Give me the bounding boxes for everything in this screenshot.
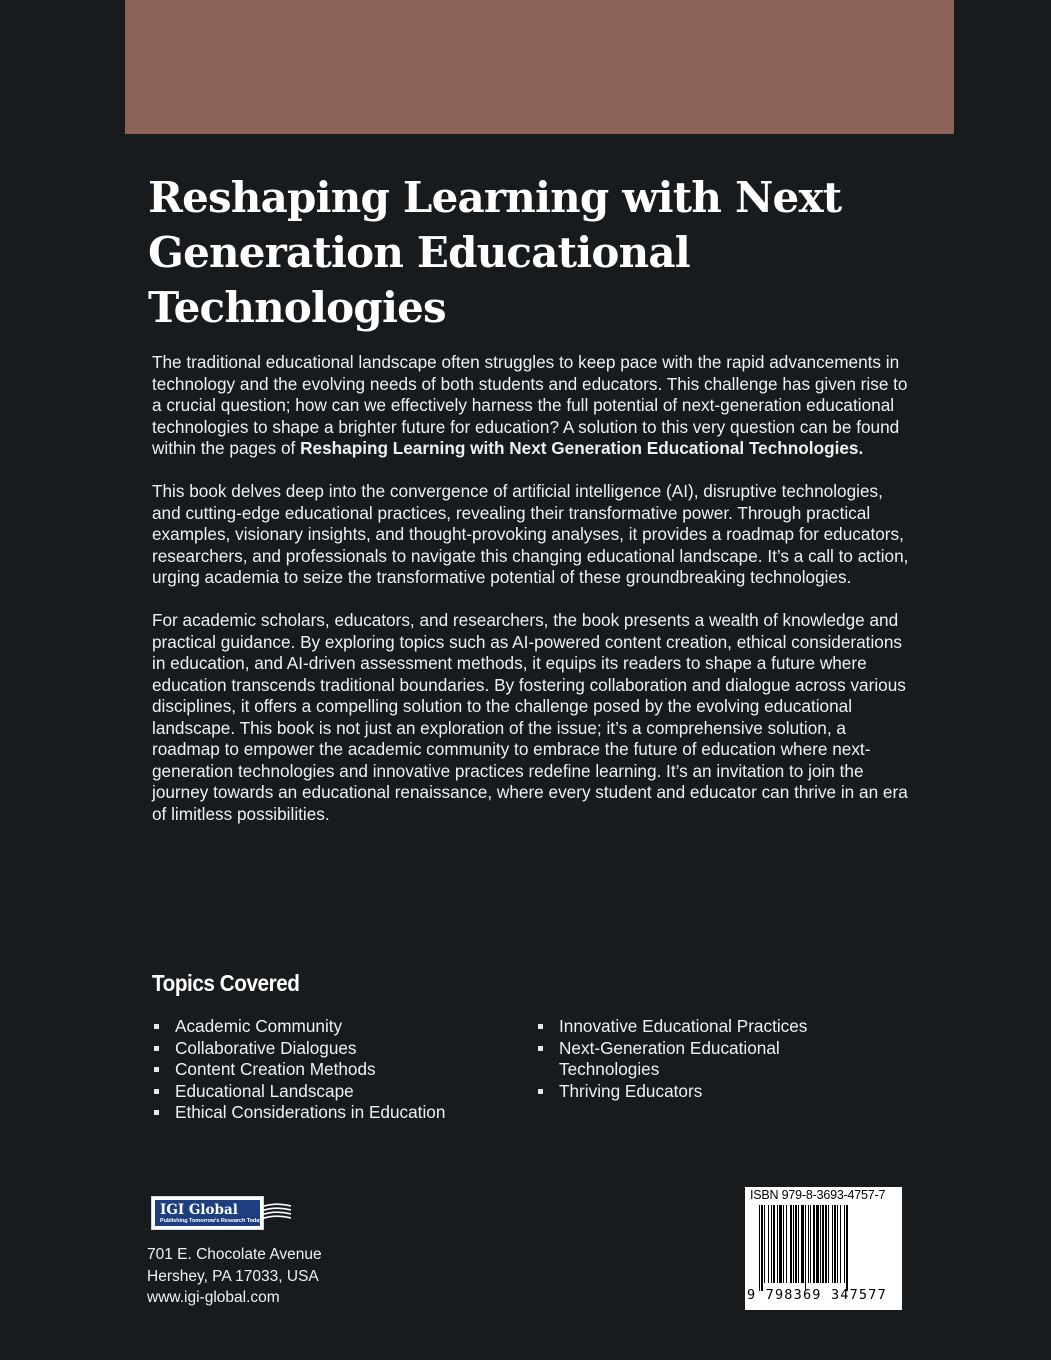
barcode-bar <box>837 1205 838 1283</box>
topic-item: Thriving Educators <box>536 1081 856 1103</box>
barcode-bar <box>801 1205 804 1283</box>
barcode-bar <box>822 1205 824 1283</box>
topic-item: Collaborative Dialogues <box>152 1038 522 1060</box>
barcode-digits: 9 798369 347577 <box>747 1287 887 1303</box>
topic-item: Innovative Educational Practices <box>536 1016 856 1038</box>
topics-list-left <box>152 1016 522 1124</box>
barcode-bar <box>790 1205 792 1283</box>
barcode-bar <box>834 1205 836 1283</box>
barcode-bar <box>771 1205 772 1283</box>
topic-item: Educational Landscape <box>152 1081 522 1103</box>
barcode-bar <box>805 1205 806 1291</box>
barcode-bar <box>793 1205 794 1283</box>
barcode-bar <box>816 1205 819 1283</box>
logo-tagline: Publishing Tomorrow's Research Today <box>160 1218 263 1224</box>
logo-swoosh-icon <box>261 1201 291 1225</box>
barcode-bar <box>768 1205 769 1283</box>
publisher-address <box>147 1244 322 1309</box>
topics-list-right <box>536 1016 856 1102</box>
barcode-bar <box>813 1205 815 1283</box>
address-street: 701 E. Chocolate Avenue <box>147 1246 322 1263</box>
barcode-bar <box>761 1205 763 1291</box>
barcode-bar <box>798 1205 799 1283</box>
barcode-bar <box>759 1205 760 1291</box>
barcode-bar <box>828 1205 829 1283</box>
barcode-bar <box>795 1205 797 1283</box>
publisher-website: www.igi-global.com <box>147 1289 280 1306</box>
top-color-band <box>125 0 954 134</box>
barcode-bar <box>773 1205 775 1283</box>
topic-item: Next-Generation Educational Technologies <box>536 1038 856 1081</box>
barcode-bar <box>764 1205 765 1283</box>
book-title-reference: Reshaping Learning with Next Generation Educational Technologies. <box>300 438 864 458</box>
barcode-bars-icon <box>759 1205 894 1291</box>
topic-item: Ethical Considerations in Education <box>152 1102 522 1124</box>
barcode-bar <box>846 1205 848 1291</box>
description-paragraph-3: For academic scholars, educators, and researchers, the book presents a wealth of knowledge and practical guidance. By exploring topics such as AI-powered content creation, ethical considerations in education, and AI-driven assessment methods, it equips its readers to shape a future where education transcends traditional boundaries. By fostering collaboration and dialogue across various disciplines, it offers a compelling solution to the challenge posed by the evolving educational landscape. This book is not just an exploration of the issue; it’s a comprehensive solution, a roadmap to empower the academic community to embrace the future of education where next-generation technologies and innovative practices redefine learning. It’s an invitation to join the journey towards an educational renaissance, where every student and educator can thrive in an era of limitless possibilities. <box>152 610 908 824</box>
barcode-bar <box>820 1205 821 1283</box>
isbn-barcode <box>745 1187 902 1310</box>
barcode-bar <box>844 1205 845 1283</box>
barcode-bar <box>832 1205 833 1283</box>
book-title: Reshaping Learning with Next Generation Educational Technologies <box>148 173 842 332</box>
barcode-bar <box>783 1205 784 1283</box>
logo-badge <box>151 1196 264 1230</box>
barcode-bar <box>810 1205 811 1283</box>
barcode-bar <box>825 1205 827 1283</box>
barcode-bar <box>808 1205 809 1283</box>
description-paragraph-2: This book delves deep into the convergence of artificial intelligence (AI), disruptive technologies, and cutting-edge educational practices, revealing their transformative power. Through practical examples, visionary insights, and thought-provoking analyses, it provides a roadmap for educators, researchers, and professionals to navigate this changing educational landscape. It’s a call to action, urging academia to seize the transformative potential of these groundbreaking technologies. <box>152 481 909 587</box>
book-description <box>152 352 912 847</box>
publisher-logo <box>151 1196 291 1232</box>
barcode-bar <box>840 1205 841 1283</box>
isbn-number: ISBN 979-8-3693-4757-7 <box>750 1188 886 1202</box>
description-paragraph-1: The traditional educational landscape often struggles to keep pace with the rapid advancements in technology and the evolving needs of both students and educators. This challenge has given rise to a crucial question; how can we effectively harness the full potential of next-generation educational technologies to shape a brighter future for education? A solution to this very question can be found within the pages of Reshaping Learning with Next Generation Educational Technologies. <box>152 352 908 458</box>
topics-heading: Topics Covered <box>152 970 300 996</box>
barcode-bar <box>777 1205 778 1283</box>
barcode-bar <box>786 1205 787 1283</box>
topic-item: Content Creation Methods <box>152 1059 522 1081</box>
address-city: Hershey, PA 17033, USA <box>147 1267 319 1285</box>
barcode-bar <box>779 1205 782 1283</box>
topic-item: Academic Community <box>152 1016 522 1038</box>
logo-name: IGI Global <box>160 1202 238 1218</box>
